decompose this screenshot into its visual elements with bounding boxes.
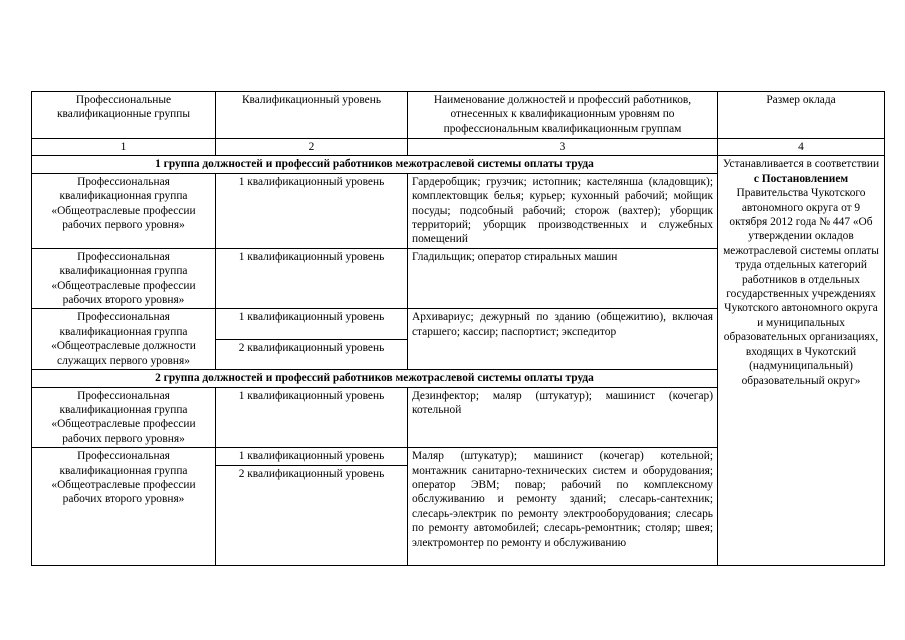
row-3-level-1: 1 квалификационный уровень bbox=[216, 309, 408, 339]
row-1-level: 1 квалификационный уровень bbox=[216, 173, 408, 248]
row-5-level-2: 2 квалификационный уровень bbox=[238, 467, 385, 480]
column-number-3: 3 bbox=[408, 139, 718, 156]
row-3-level-2: 2 квалификационный уровень bbox=[216, 339, 408, 369]
header-row bbox=[32, 92, 885, 139]
number-row bbox=[32, 139, 885, 156]
header-groups: Профессиональные квалификационные группы bbox=[32, 92, 216, 139]
row-5-positions: Маляр (штукатур); машинист (кочегар) котельной; монтажник санитарно-технических систем и оборудования; оператор ЭВМ; повар; рабочий по комплексному обслуживанию и ремонту зданий; слесарь-сантехник; слесарь-электрик по ремонту электрооборудования; слесарь по ремонту автомобилей; слесарь-ремонтник; столяр; швея; электромонтер по ремонту и обслуживанию bbox=[412, 450, 713, 549]
group-1-row bbox=[32, 156, 885, 173]
row-4-positions: Дезинфектор; маляр (штукатур); машинист (кочегар) котельной bbox=[408, 387, 718, 448]
row-3-positions: Архивариус; дежурный по зданию (общежитию), включая старшего; кассир; паспортист; экспедитор bbox=[408, 309, 718, 370]
salary-cell bbox=[718, 156, 885, 566]
header-level: Квалификационный уровень bbox=[216, 92, 408, 139]
row-5-positions-cell bbox=[408, 448, 718, 566]
row-5-levels bbox=[216, 448, 408, 566]
row-1-group: Профессиональная квалификационная группа «Общеотраслевые профессии рабочих первого уровня» bbox=[32, 173, 216, 248]
row-4-group: Профессиональная квалификационная группа «Общеотраслевые профессии рабочих первого уровня» bbox=[32, 387, 216, 448]
row-5-level-1: 1 квалификационный уровень bbox=[216, 448, 407, 465]
group-2-title: 2 группа должностей и профессий работников межотраслевой системы оплаты труда bbox=[32, 370, 718, 387]
row-3-group: Профессиональная квалификационная группа «Общеотраслевые должности служащих первого уровня» bbox=[32, 309, 216, 370]
group-1-title: 1 группа должностей и профессий работников межотраслевой системы оплаты труда bbox=[32, 156, 718, 173]
header-salary: Размер оклада bbox=[718, 92, 885, 139]
column-number-1: 1 bbox=[32, 139, 216, 156]
column-number-2: 2 bbox=[216, 139, 408, 156]
column-number-4: 4 bbox=[718, 139, 885, 156]
row-1-positions: Гардеробщик; грузчик; истопник; кастелянша (кладовщик); комплектовщик белья; курьер; кухонный рабочий; мойщик посуды; подсобный рабочий; сторож (вахтер); уборщик территорий; уборщик производственных и служебных помещений bbox=[408, 173, 718, 248]
salary-table bbox=[31, 91, 885, 566]
row-4-level: 1 квалификационный уровень bbox=[216, 387, 408, 448]
salary-bold: с Постановлением bbox=[753, 172, 849, 185]
header-positions: Наименование должностей и профессий работников, отнесенных к квалификационным уровням по профессиональным квалификационным группам bbox=[408, 92, 718, 139]
salary-line-1: Устанавливается в соответствии bbox=[722, 158, 880, 171]
row-2-level: 1 квалификационный уровень bbox=[216, 248, 408, 309]
row-5-group: Профессиональная квалификационная группа «Общеотраслевые профессии рабочих второго уровня» bbox=[32, 448, 216, 566]
salary-text: Правительства Чукотского автономного округа от 9 октября 2012 года № 447 «Об утверждении окладов межотраслевой системы оплаты труда отдельных категорий работников в отдельных государственных учреждениях Чукотского автономного округа и муниципальных образовательных организациях, входящих в Чукотский (надмуниципальный) образовательный округ» bbox=[723, 187, 879, 387]
row-2-group: Профессиональная квалификационная группа «Общеотраслевые профессии рабочих второго уровня» bbox=[32, 248, 216, 309]
row-2-positions: Гладильщик; оператор стиральных машин bbox=[408, 248, 718, 309]
